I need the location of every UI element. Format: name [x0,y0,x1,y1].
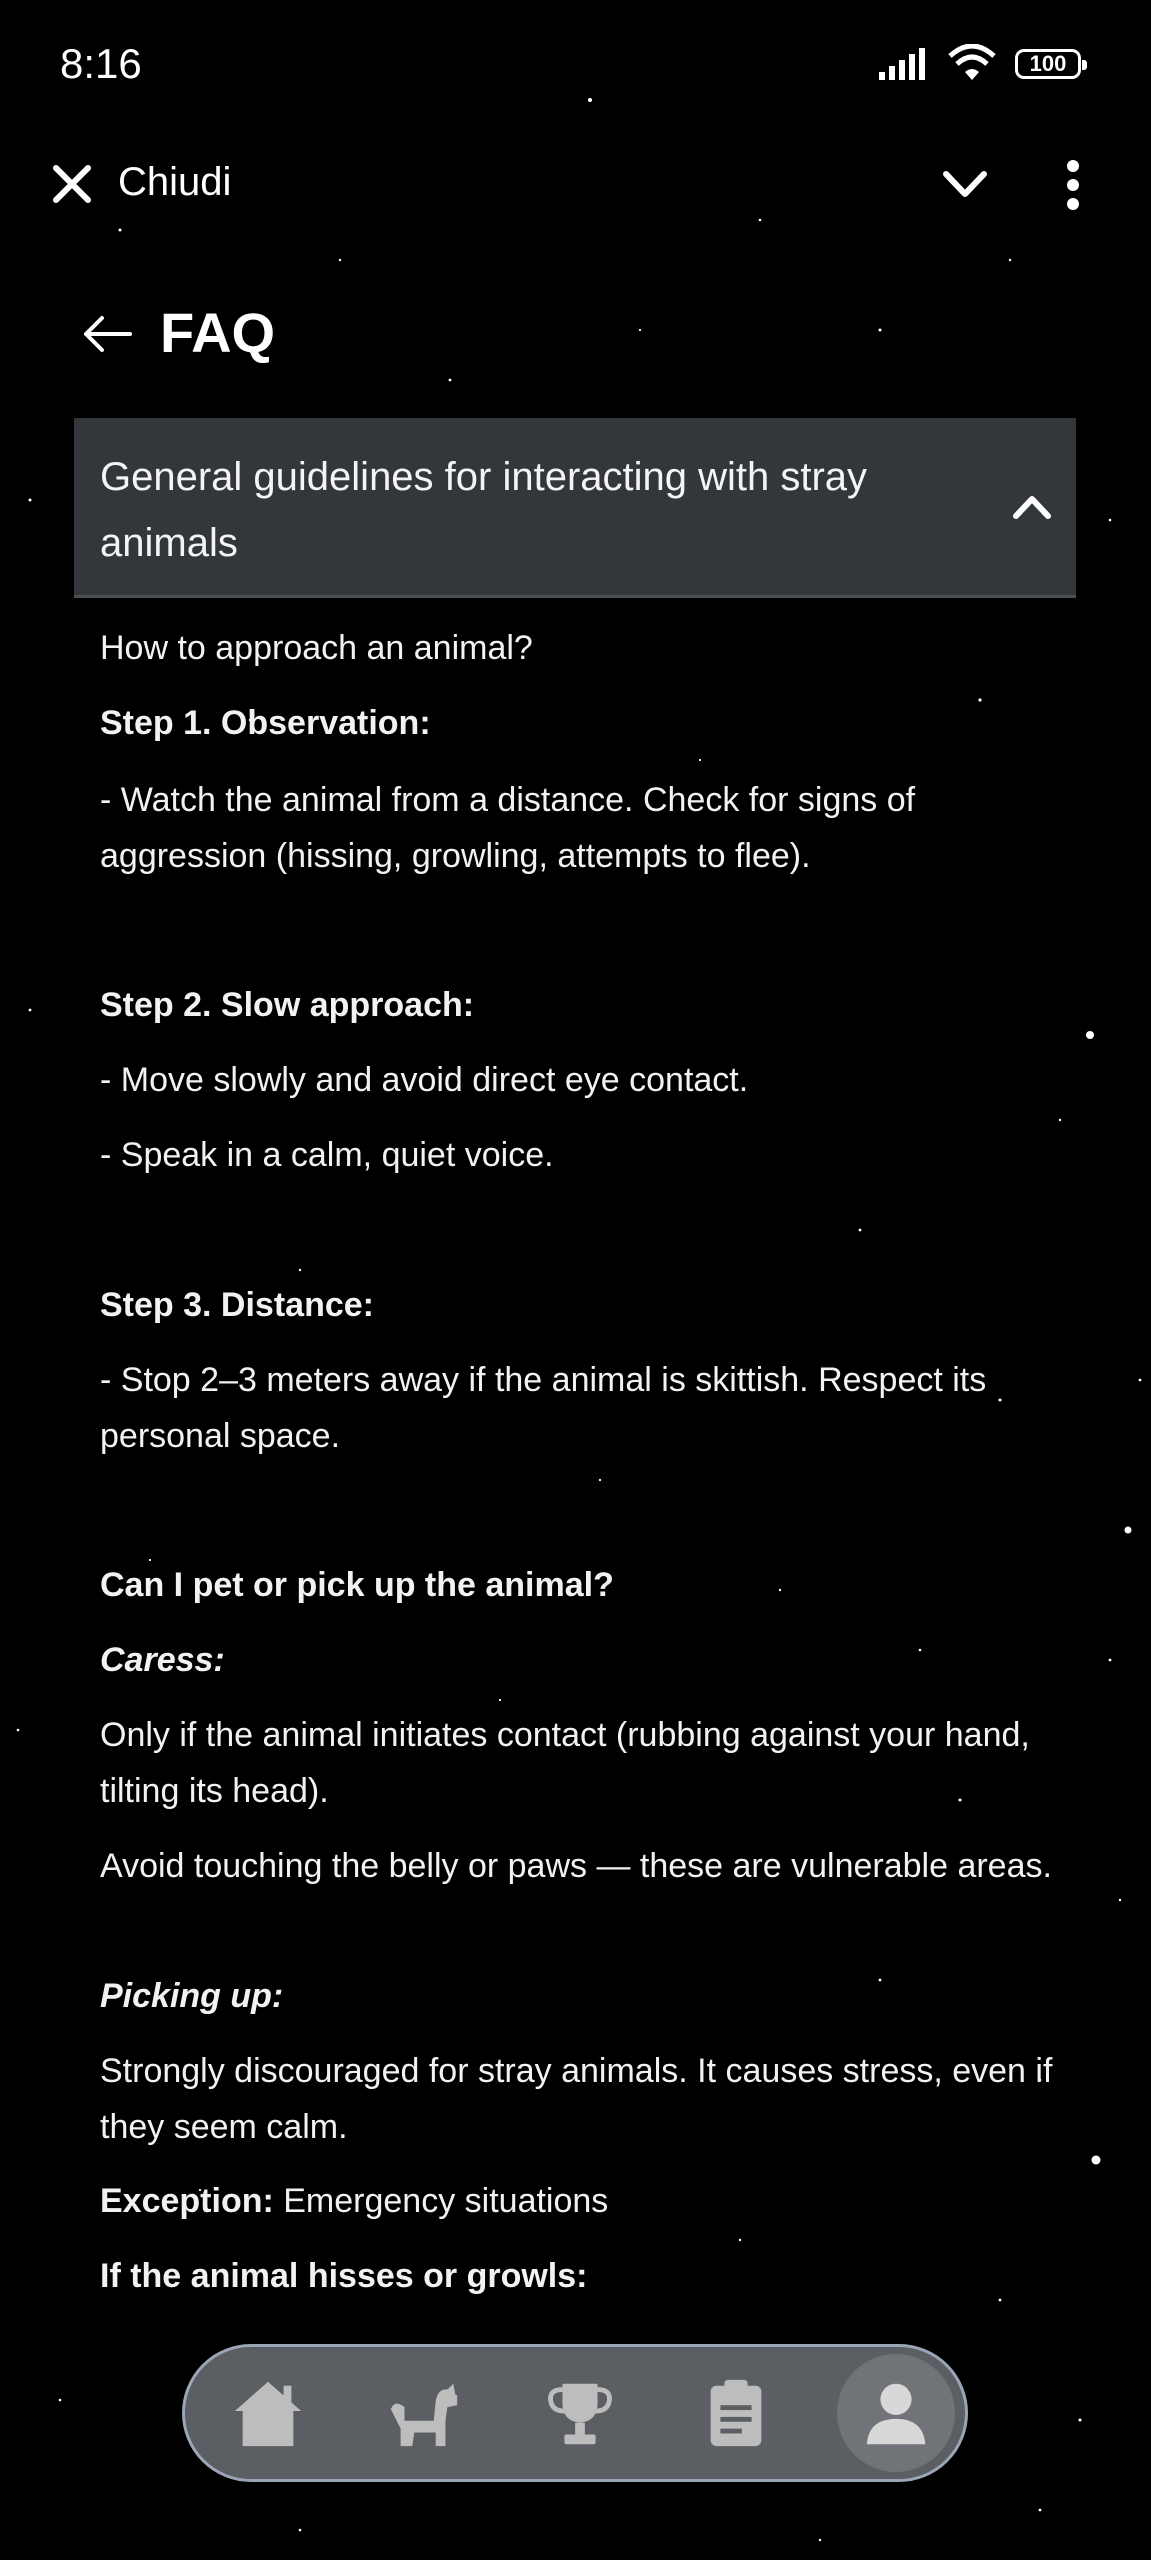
status-icons [877,44,1081,84]
close-label[interactable]: Chiudi [118,160,232,204]
page-title: FAQ [160,301,276,364]
clipboard-icon [697,2374,775,2452]
dog-icon [385,2374,463,2452]
exception-line [100,2173,1060,2229]
intro-text: How to approach an animal? [100,629,533,667]
step3-heading: Step 3. Distance: [100,1286,374,1324]
nav-home[interactable] [213,2358,323,2468]
chevron-up-icon[interactable] [1012,492,1052,522]
exception-text: Emergency situations [273,2182,609,2220]
pet-heading: Can I pet or pick up the animal? [100,1566,614,1604]
step1-text: - Watch the animal from a distance. Check for signs of aggression (hissing, growling, attempts to flee). [100,781,916,875]
chevron-down-icon[interactable] [940,164,990,204]
caress-text-1: Only if the animal initiates contact (rubbing against your hand, tilting its head). [100,1716,1030,1810]
back-arrow-icon[interactable] [80,312,134,356]
accordion-title: General guidelines for interacting with stray animals [100,455,868,565]
nav-pets[interactable] [369,2358,479,2468]
step3-text: - Stop 2–3 meters away if the animal is skittish. Respect its personal space. [100,1361,987,1455]
exception-label: Exception: [100,2182,274,2220]
step2-line2: - Speak in a calm, quiet voice. [100,1136,554,1174]
step1-heading: Step 1. Observation: [100,704,431,742]
wifi-icon [947,44,997,84]
faq-accordion-header[interactable] [74,418,1076,598]
status-time: 8:16 [60,40,142,87]
hiss-heading: If the animal hisses or growls: [100,2257,588,2295]
close-icon[interactable] [50,162,94,206]
caress-text-2: Avoid touching the belly or paws — these are vulnerable areas. [100,1847,1052,1885]
nav-profile[interactable] [837,2354,955,2472]
step2-line1: - Move slowly and avoid direct eye contact. [100,1061,749,1099]
nav-reports[interactable] [681,2358,791,2468]
caress-heading: Caress: [100,1641,225,1679]
more-options-icon[interactable] [1058,160,1088,210]
signal-icon [877,46,929,82]
home-icon [229,2374,307,2452]
bottom-nav [182,2344,968,2482]
picking-heading: Picking up: [100,1977,284,2015]
trophy-icon [541,2374,619,2452]
battery-indicator: 100 [1015,49,1081,79]
nav-achievements[interactable] [525,2358,635,2468]
step2-heading: Step 2. Slow approach: [100,986,475,1024]
profile-icon [857,2374,935,2452]
picking-text: Strongly discouraged for stray animals. It causes stress, even if they seem calm. [100,2052,1053,2146]
